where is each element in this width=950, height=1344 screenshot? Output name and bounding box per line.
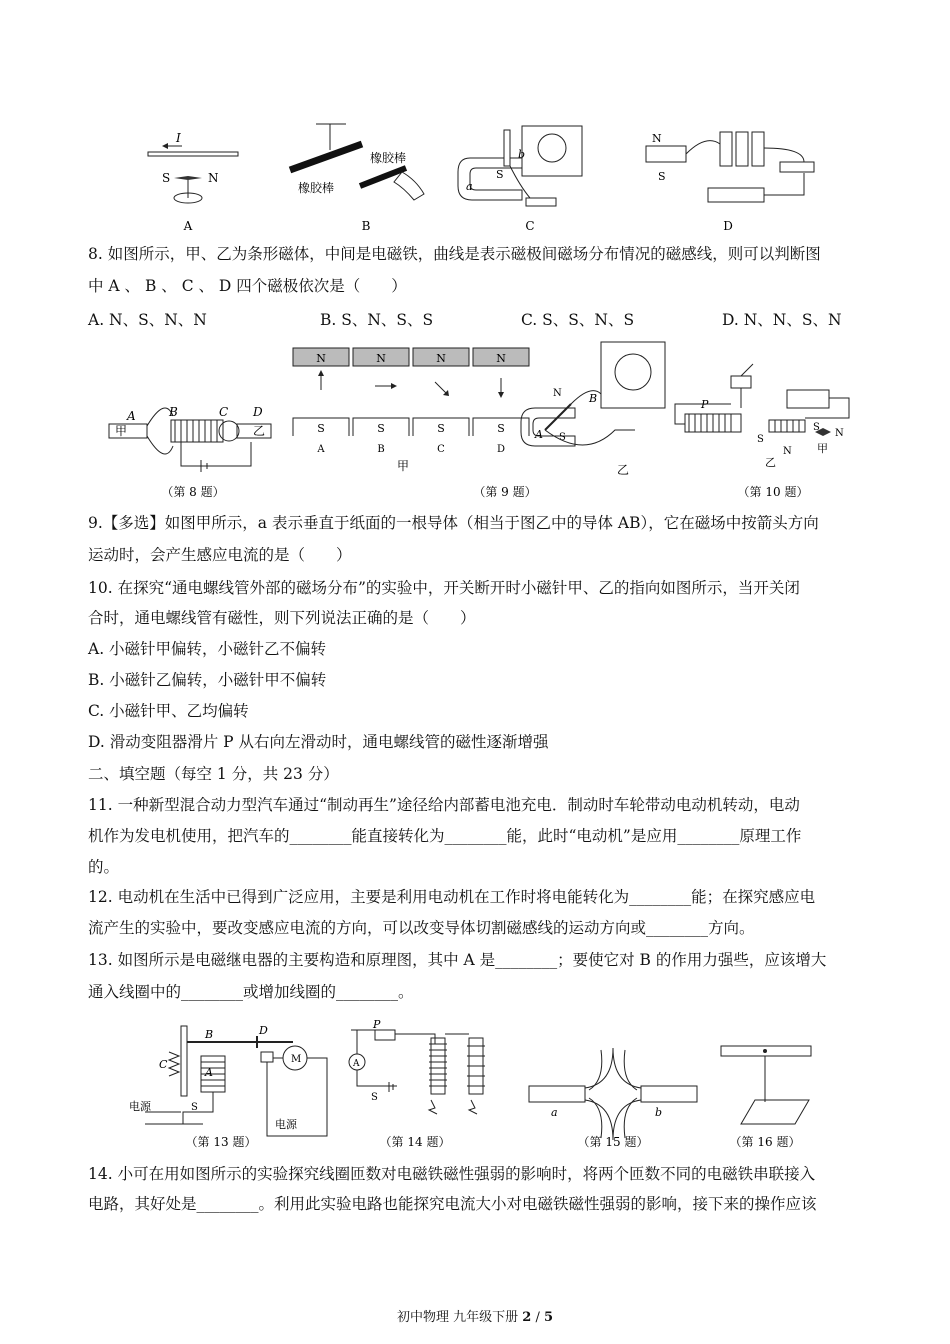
svg-text:乙: 乙 [253, 424, 266, 438]
svg-text:S: S [658, 170, 666, 183]
svg-text:P: P [701, 398, 709, 411]
footer-page: 2 [522, 1310, 532, 1325]
svg-text:S: S [437, 422, 445, 435]
svg-text:P: P [373, 1018, 381, 1031]
fig9-magnets [293, 342, 665, 499]
fig8-electromagnet [109, 405, 271, 499]
svg-text:（第 13 题）: （第 13 题） [185, 1135, 257, 1149]
fig15-field-lines [529, 1048, 697, 1149]
svg-text:橡胶棒: 橡胶棒 [370, 151, 407, 165]
svg-text:N: N [553, 388, 562, 399]
fig7-c [458, 126, 582, 233]
svg-text:B: B [205, 1028, 214, 1041]
svg-text:M: M [291, 1054, 302, 1065]
svg-text:（第 16 题）: （第 16 题） [729, 1135, 801, 1149]
svg-text:I: I [176, 131, 181, 145]
fig7-b [290, 124, 424, 233]
q10-line2: 合时，通电螺线管有磁性，则下列说法正确的是（ ） [88, 609, 476, 627]
svg-text:B: B [377, 444, 385, 455]
svg-text:N: N [436, 352, 446, 365]
figures-13-16 [125, 1012, 825, 1156]
svg-text:C: C [525, 219, 535, 233]
svg-text:D: D [259, 1024, 268, 1037]
q12-line2: 流产生的实验中，要改变感应电流的方向，可以改变导体切割磁感线的运动方向或________方向。 [88, 919, 755, 937]
q10-line1: 10. 在探究“通电螺线管外部的磁场分布”的实验中，开关断开时小磁针甲、乙的指向如图所示，当开关闭 [88, 579, 800, 597]
svg-text:N: N [783, 446, 792, 457]
svg-text:a: a [466, 180, 473, 193]
svg-text:电源: 电源 [129, 1100, 151, 1113]
q8-line1: 8. 如图所示，甲、乙为条形磁体，中间是电磁铁，曲线是表示磁极间磁场分布情况的磁感线，则可以判断图 [88, 245, 821, 263]
svg-text:N: N [496, 352, 506, 365]
svg-text:乙: 乙 [617, 463, 630, 477]
svg-text:C: C [219, 405, 229, 419]
svg-text:A: A [535, 428, 543, 441]
q14-line1: 14. 小可在用如图所示的实验探究线圈匝数对电磁铁磁性强弱的影响时，将两个匝数不同的电磁铁串联接入 [88, 1165, 816, 1183]
svg-text:S: S [317, 422, 325, 435]
svg-text:S: S [813, 422, 820, 433]
fig14-electromagnets [349, 1018, 485, 1149]
svg-text:B: B [589, 392, 598, 405]
q10-option-d: D. 滑动变阻器滑片 P 从右向左滑动时，通电螺线管的磁性逐渐增强 [88, 733, 549, 751]
svg-text:A: A [317, 444, 325, 455]
svg-text:A: A [183, 219, 193, 233]
svg-text:（第 10 题）: （第 10 题） [737, 485, 809, 499]
svg-text:橡胶棒: 橡胶棒 [298, 181, 335, 195]
q11-line1: 11. 一种新型混合动力型汽车通过“制动再生”途径给内部蓄电池充电．制动时车轮带动电动机转动，电动 [88, 796, 800, 814]
svg-text:C: C [159, 1058, 168, 1071]
svg-text:C: C [437, 444, 445, 455]
svg-text:（第 9 题）: （第 9 题） [473, 485, 537, 499]
svg-text:（第 14 题）: （第 14 题） [379, 1135, 451, 1149]
q14-line2: 电路，其好处是________。利用此实验电路也能探究电流大小对电磁铁磁性强弱的影响，接下来的操作应该 [88, 1195, 817, 1213]
svg-text:S: S [377, 422, 385, 435]
q8-option-a: A. N、S、N、N [88, 311, 207, 329]
svg-text:乙: 乙 [765, 456, 776, 469]
q12-line1: 12. 电动机在生活中已得到广泛应用，主要是利用电动机在工作时将电能转化为________能；在探究感应电 [88, 888, 816, 906]
svg-text:甲: 甲 [115, 424, 128, 438]
svg-text:A: A [205, 1066, 213, 1079]
svg-text:S: S [191, 1102, 198, 1113]
svg-text:b: b [655, 1106, 663, 1119]
svg-text:N: N [652, 132, 662, 145]
svg-text:b: b [518, 148, 526, 161]
q13-line1: 13. 如图所示是电磁继电器的主要构造和原理图，其中 A 是________；要使它对 B 的作用力强些，应该增大 [88, 951, 827, 969]
svg-text:N: N [208, 171, 219, 185]
svg-text:（第 15 题）: （第 15 题） [577, 1135, 649, 1149]
svg-text:S: S [497, 422, 505, 435]
fig13-relay [129, 1024, 327, 1149]
footer-separator: / [531, 1310, 544, 1325]
footer-subject: 初中物理 九年级下册 [396, 1310, 519, 1325]
svg-text:S: S [496, 168, 504, 181]
q10-option-b: B. 小磁针乙偏转，小磁针甲不偏转 [88, 671, 327, 689]
svg-text:A: A [127, 409, 136, 423]
svg-text:甲: 甲 [817, 442, 828, 455]
footer-total: 5 [543, 1310, 554, 1325]
q8-option-b: B. S、N、S、S [320, 311, 434, 329]
svg-text:N: N [316, 352, 326, 365]
svg-text:（第 8 题）: （第 8 题） [161, 485, 225, 499]
svg-text:B: B [169, 405, 178, 419]
q9-line2: 运动时，会产生感应电流的是（ ） [88, 546, 352, 564]
q8-line2: 中 A 、 B 、 C 、 D 四个磁极依次是（ ） [88, 277, 407, 295]
svg-text:电源: 电源 [275, 1118, 297, 1131]
svg-text:S: S [559, 432, 566, 443]
svg-text:S: S [757, 434, 764, 445]
q8-option-d: D. N、N、S、N [722, 311, 842, 329]
svg-text:N: N [376, 352, 386, 365]
fig10-solenoid [675, 364, 849, 499]
q13-line2: 通入线圈中的________或增加线圈的________。 [88, 983, 414, 1001]
fig16-magnet-stand [721, 1046, 811, 1149]
fig7-a [148, 131, 238, 233]
page-footer [0, 1306, 950, 1325]
svg-text:甲: 甲 [396, 459, 410, 473]
svg-text:D: D [496, 444, 506, 455]
svg-text:N: N [835, 428, 844, 439]
figures-8-9-10 [105, 338, 865, 506]
svg-text:D: D [723, 219, 733, 233]
q10-option-c: C. 小磁针甲、乙均偏转 [88, 702, 249, 720]
q11-line2: 机作为发电机使用，把汽车的________能直接转化为________能，此时“电动机”是应用________原理工作 [88, 827, 802, 845]
svg-text:S: S [162, 171, 171, 185]
q10-option-a: A. 小磁针甲偏转，小磁针乙不偏转 [88, 640, 327, 658]
svg-text:a: a [551, 1106, 558, 1119]
svg-text:D: D [253, 405, 263, 419]
svg-text:A: A [353, 1059, 360, 1069]
q11-line3: 的。 [88, 858, 120, 876]
svg-text:B: B [361, 219, 371, 233]
section-2-heading: 二、填空题（每空 1 分，共 23 分） [88, 765, 339, 783]
q8-option-c: C. S、S、N、S [521, 311, 635, 329]
fig7-d [646, 132, 814, 233]
q7-figures [130, 118, 830, 234]
q9-line1: 9.【多选】如图甲所示，a 表示垂直于纸面的一根导体（相当于图乙中的导体 AB），它在磁场中按箭头方向 [88, 514, 819, 532]
svg-text:S: S [371, 1092, 378, 1103]
